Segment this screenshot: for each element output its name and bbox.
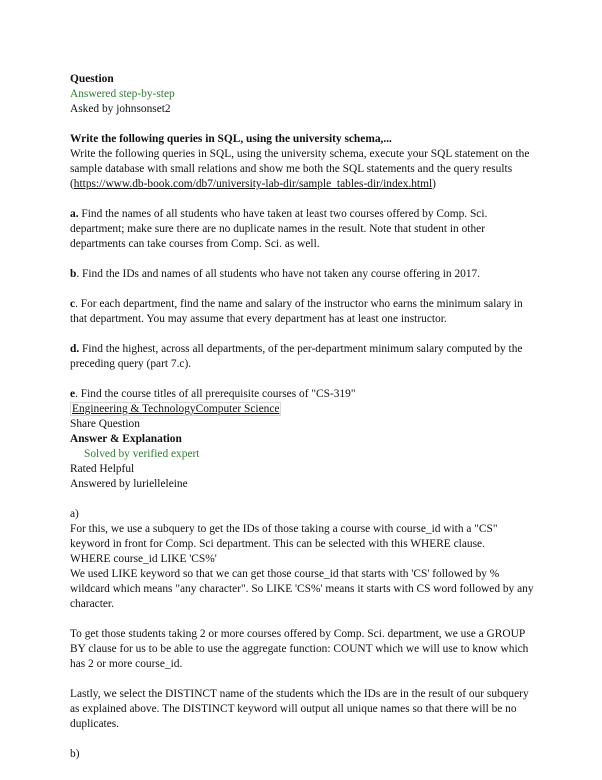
answer-paragraph-2: We used LIKE keyword so that we can get those course_id that starts with 'CS' followed by % wildcard which means "any character". So LIKE 'CS%' means it starts with CS word followed by any character. — [70, 568, 534, 610]
rated-helpful: Rated Helpful — [70, 463, 135, 475]
question-intro: Write the following queries in SQL, using the university schema, execute your SQL statement on the sample database with small relations and show me both the SQL statements and the query results (https://www.db-book.com/db7/university-lab-dir/sample_tables-dir/index.html) — [70, 148, 530, 190]
answer-part-b-label: b) — [70, 748, 80, 760]
asked-by: Asked by johnsonset2 — [70, 103, 171, 115]
subject-tags-link[interactable]: Engineering & TechnologyComputer Science — [72, 403, 280, 415]
answered-by: Answered by lurielleleine — [70, 478, 188, 490]
question-part-c: c. For each department, find the name and salary of the instructor who earns the minimum salary in that department. You may assume that every department has at least one instructor. — [70, 298, 523, 325]
question-title: Write the following queries in SQL, using the university schema,... — [70, 133, 392, 145]
answer-heading: Answer & Explanation — [70, 433, 182, 445]
question-part-b: b. Find the IDs and names of all students who have not taken any course offering in 2017. — [70, 268, 481, 280]
question-label: Question — [70, 73, 114, 85]
answer-paragraph-1: For this, we use a subquery to get the IDs of those taking a course with course_id with a "CS" keyword in front for Comp. Sci department. This can be selected with this WHERE clause. — [70, 523, 498, 550]
answered-status: Answered step-by-step — [70, 88, 175, 100]
answer-part-a-label: a) — [70, 508, 79, 520]
answer-paragraph-4: Lastly, we select the DISTINCT name of the students which the IDs are in the result of our subquery as explained above. The DISTINCT keyword will output all unique names so that there will be no duplicates. — [70, 688, 529, 730]
question-part-e: e. Find the course titles of all prerequisite courses of "CS-319" — [70, 388, 356, 400]
sample-tables-link[interactable]: https://www.db-book.com/db7/university-lab-dir/sample_tables-dir/index.html — [73, 178, 433, 190]
question-part-d: d. Find the highest, across all departments, of the per-department minimum salary computed by the preceding query (part 7.c). — [70, 343, 523, 370]
share-question-link[interactable]: Share Question — [70, 418, 140, 430]
solved-by-badge: Solved by verified expert — [84, 448, 200, 460]
document-page — [70, 72, 540, 762]
question-part-a: a. Find the names of all students who have taken at least two courses offered by Comp. Sci. department; make sure there are no duplicate names in the result. Note that student in other departments can take courses from Comp. Sci. as well. — [70, 208, 488, 250]
answer-where-clause: WHERE course_id LIKE 'CS%' — [70, 553, 217, 565]
answer-paragraph-3: To get those students taking 2 or more courses offered by Comp. Sci. department, we use a GROUP BY clause for us to be able to use the aggregate function: COUNT which we will use to know which has 2 or more course_id. — [70, 628, 529, 670]
